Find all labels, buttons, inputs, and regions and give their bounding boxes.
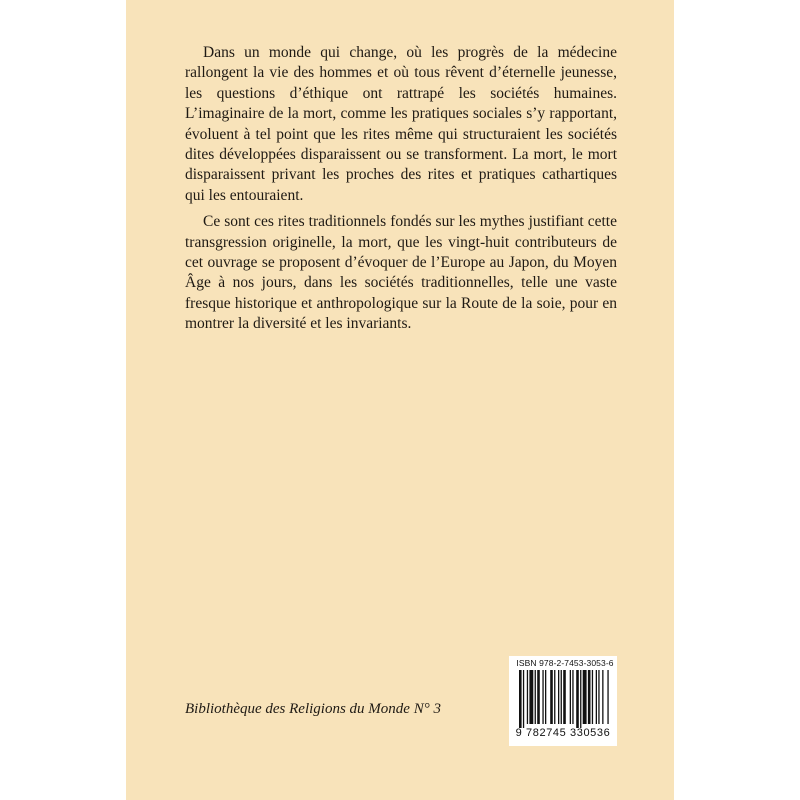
barcode-bar bbox=[607, 670, 608, 724]
barcode-digits: 9 782745 330536 bbox=[515, 727, 611, 739]
barcode-bar bbox=[588, 670, 591, 724]
barcode-bar bbox=[542, 670, 543, 724]
blurb-text bbox=[185, 43, 617, 341]
barcode-bar bbox=[519, 670, 522, 728]
collection-title: Bibliothèque des Religions du Monde N° 3 bbox=[185, 701, 441, 717]
blurb-paragraph-1: Dans un monde qui change, où les progrès de la médecine rallongent la vie des hommes et où tous rêvent d’éternelle jeunesse, les questions d’éthique ont rattrapé les sociétés humaines. L’imaginaire de la mort, comme les pratiques sociales s’y rapportant, évoluent à tel point que les rites même qui structuraient les sociétés dites développées disparaissent ou se transforment. La mort, le mort disparaissent privant les proches des rites et pratiques cathartiques qui les entouraient. bbox=[185, 44, 617, 204]
barcode-bar bbox=[550, 670, 553, 724]
barcode-block bbox=[509, 656, 617, 746]
barcode-bar bbox=[576, 670, 579, 728]
barcode-bar bbox=[592, 670, 593, 724]
barcode-bar bbox=[583, 670, 587, 724]
barcode-bar bbox=[563, 670, 566, 724]
blurb-paragraph-2: Ce sont ces rites traditionnels fondés sur les mythes justifiant cette transgression originelle, la mort, que les vingt-huit contributeurs de cet ouvrage se proposent d’évoquer de l’Europe au Japon, du Moyen Âge à nos jours, dans les sociétés traditionnelles, telle une vaste fresque historique et anthropologique sur la Route de la soie, pour en montrer la diversité et les invariants. bbox=[185, 213, 617, 333]
barcode-bar bbox=[570, 670, 571, 724]
barcode-bar bbox=[545, 670, 546, 724]
barcode-bar bbox=[554, 670, 555, 724]
barcode-image bbox=[509, 670, 617, 728]
barcode-bar bbox=[535, 670, 536, 724]
barcode-bar bbox=[523, 670, 524, 728]
barcode-bar bbox=[529, 670, 533, 724]
barcode-bar bbox=[561, 670, 562, 724]
barcode-bar bbox=[602, 670, 603, 724]
barcode-bar bbox=[558, 670, 559, 724]
barcode-bar bbox=[527, 670, 528, 724]
isbn-label: ISBN 978-2-7453-3053-6 bbox=[516, 658, 614, 668]
barcode-bar bbox=[598, 670, 599, 724]
barcode-bar bbox=[596, 670, 597, 724]
barcode-bar bbox=[537, 670, 540, 724]
barcode-bar bbox=[572, 670, 573, 724]
barcode-bar bbox=[580, 670, 581, 728]
